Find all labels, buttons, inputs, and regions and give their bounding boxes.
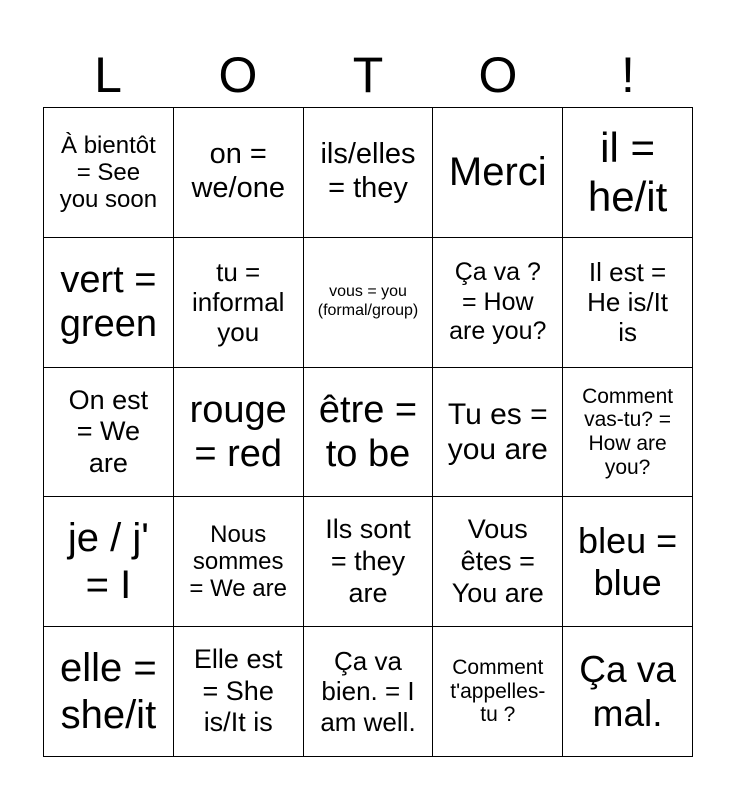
title-letter-o: O: [218, 47, 258, 103]
bingo-cell[interactable]: On est = We are: [44, 368, 174, 498]
board-title: [43, 44, 693, 106]
bingo-cell[interactable]: À bientôt = See you soon: [44, 108, 174, 238]
bingo-cell[interactable]: vous = you (formal/group): [304, 238, 434, 368]
bingo-grid: [43, 107, 693, 757]
bingo-cell[interactable]: Comment vas-tu? = How are you?: [563, 368, 693, 498]
bingo-cell[interactable]: Ça va mal.: [563, 627, 693, 757]
bingo-cell[interactable]: Comment t'appelles- tu ?: [433, 627, 563, 757]
bingo-cell[interactable]: je / j' = I: [44, 497, 174, 627]
bingo-cell[interactable]: Tu es = you are: [433, 368, 563, 498]
bingo-cell[interactable]: être = to be: [304, 368, 434, 498]
bingo-cell[interactable]: vert = green: [44, 238, 174, 368]
bingo-cell[interactable]: Vous êtes = You are: [433, 497, 563, 627]
bingo-cell[interactable]: Nous sommes = We are: [174, 497, 304, 627]
title-letter-exclamation: !: [621, 47, 635, 103]
title-letter-o-2: O: [478, 47, 518, 103]
bingo-cell[interactable]: on = we/one: [174, 108, 304, 238]
bingo-cell[interactable]: Ça va bien. = I am well.: [304, 627, 434, 757]
bingo-cell[interactable]: ils/elles = they: [304, 108, 434, 238]
bingo-cell[interactable]: tu = informal you: [174, 238, 304, 368]
bingo-cell[interactable]: Ils sont = they are: [304, 497, 434, 627]
bingo-cell[interactable]: il = he/it: [563, 108, 693, 238]
title-letter-t: T: [352, 47, 384, 103]
bingo-cell[interactable]: Merci: [433, 108, 563, 238]
bingo-cell[interactable]: bleu = blue: [563, 497, 693, 627]
title-letter-l: L: [94, 47, 122, 103]
bingo-cell[interactable]: Il est = He is/It is: [563, 238, 693, 368]
bingo-cell[interactable]: Ça va ? = How are you?: [433, 238, 563, 368]
bingo-cell[interactable]: elle = she/it: [44, 627, 174, 757]
bingo-cell[interactable]: rouge = red: [174, 368, 304, 498]
bingo-cell[interactable]: Elle est = She is/It is: [174, 627, 304, 757]
